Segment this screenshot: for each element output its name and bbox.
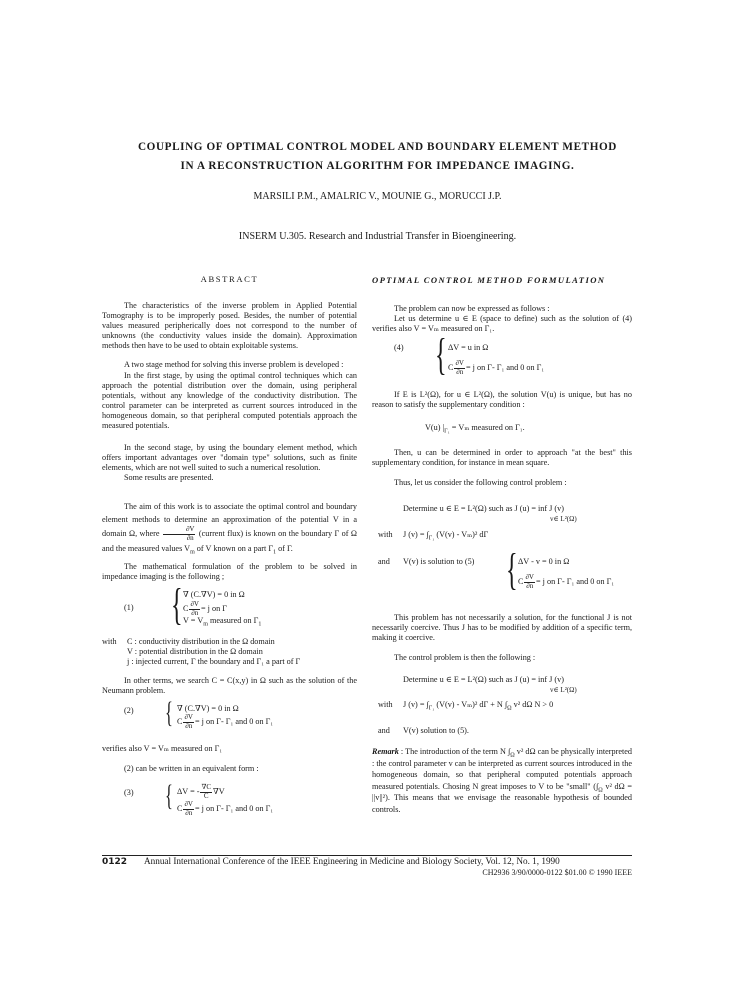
definition-j: j : injected current, Γ the boundary and Γ₁ a part of Γ	[127, 657, 301, 666]
modified-functional-definition: J $(v) = \int_{\Gamma_1}$ (V(v) - Vₘ)² dΓ + N $\int_\Omega$ v² dΩ N > 0	[403, 700, 554, 712]
equation-1-label: (1)	[124, 603, 134, 612]
determine-2-subscript: v∈ L²(Ω)	[550, 686, 577, 694]
abstract-paragraph-3: In the first stage, by using the optimal control techniques which can approach the potential distribution over the domain, using peripheral potentials, without any knowledge of the conductivity distribution. The control parameter can be interpreted as current sources introduced in the homogeneous domain, so that peripheral computed potentials approach the measured potentials.	[102, 370, 357, 431]
equation-1-line-3: $V = V_m$ measured on $\Gamma_1$	[183, 616, 262, 628]
equation-1-line-1: ∇ (C.∇V) = 0 in Ω	[183, 590, 245, 599]
equation-brace: {	[435, 330, 447, 379]
verifies-line: verifies also V = Vₘ measured on Γ₁	[102, 744, 223, 753]
approach-paragraph: Then, u can be determined in order to approach "at the best" this supplementary condition, for instance in mean square.	[372, 448, 632, 468]
and-label-2: and	[378, 726, 390, 735]
equation-2-line-2: C $\frac{\partial V}{\partial n}$ = j on Γ- Γ₁ and 0 on Γ₁	[177, 713, 274, 730]
equation-brace: {	[171, 580, 183, 629]
solution-to-5: V(v) is solution to (5)	[403, 557, 475, 566]
with-label-2: with	[378, 700, 393, 709]
formulation-intro: The problem can now be expressed as follows : Let us determine u ∈ E (space to define) such as the solution of (4) verifies also V = Vₘ measured on Γ₁.	[372, 304, 632, 334]
affiliation: INSERM U.305. Research and Industrial Transfer in Bioengineering.	[238, 231, 517, 242]
equation-1-line-2: C $\frac{\partial V}{\partial n}$ = j on Γ	[183, 600, 227, 617]
equation-4-line-2: C $\frac{\partial V}{\partial n}$ = j on Γ- Γ₁ and 0 on Γ₁	[448, 359, 545, 376]
remark-label: Remark	[372, 747, 399, 756]
equation-4-line-1: ΔV = u in Ω	[448, 343, 489, 352]
equation-2-line-1: ∇ (C.∇V) = 0 in Ω	[177, 704, 239, 713]
equation-brace: {	[506, 545, 518, 594]
equation-3-line-2: C $\frac{\partial V}{\partial n}$ = j on Γ- Γ₁ and 0 on Γ₁	[177, 800, 274, 817]
remark-paragraph: Remark : The introduction of the term N $\int_\Omega$ v² dΩ can be physically interpreted : the control parameter v can be interpreted as current sources introduced in the homogeneous domain, so that peripheral computed potentials approach measured potentials. Chosing N great imposes to V to be "small" ($\int_\Omega$ v² dΩ = ||v||²). This means that we envisage the reasonable hypothesis of bounded controls.	[372, 747, 632, 814]
modified-control-intro: The control problem is then the following :	[394, 653, 536, 662]
equation-brace: {	[165, 696, 173, 729]
paper-title-line-1: COUPLING OF OPTIMAL CONTROL MODEL AND BOUNDARY ELEMENT METHOD	[138, 141, 617, 153]
control-problem-intro: Thus, let us consider the following control problem :	[394, 478, 567, 487]
with-label: with	[102, 637, 117, 646]
equation-5-line-1: ΔV - v = 0 in Ω	[518, 557, 570, 566]
intro-paragraph-2: The mathematical formulation of the problem to be solved in impedance imaging is the following ;	[102, 562, 357, 582]
abstract-heading: ABSTRACT	[200, 274, 259, 284]
section-heading-optimal-control: OPTIMAL CONTROL METHOD FORMULATION	[372, 275, 606, 285]
equation-3-label: (3)	[124, 788, 134, 797]
equation-3-line-1: ΔV = - $\frac{\nabla C}{C}$ ∇V	[177, 783, 225, 800]
other-terms-paragraph: In other terms, we search C = C(x,y) in Ω such as the solution of the Neumann problem.	[102, 676, 357, 696]
definition-v: V : potential distribution in the Ω domain	[127, 647, 263, 656]
equation-2-label: (2)	[124, 706, 134, 715]
supplementary-condition: V(u) $|_{\Gamma_1} = V_m$ measured on Γ₁.	[425, 423, 525, 435]
equation-5-line-2: C $\frac{\partial V}{\partial n}$ = j on Γ- Γ₁ and 0 on Γ₁	[518, 573, 615, 590]
abstract-paragraph-1: The characteristics of the inverse problem in Applied Potential Tomography is to be improperly posed. Besides, the number of potential values measured peripherically does not correspond to the number of unknowns (the conductivity values inside the domain). Approximation methods then have to be used to obtain exploitable systems.	[102, 301, 357, 351]
abstract-body	[102, 301, 357, 484]
definition-c: C : conductivity distribution in the Ω domain	[127, 637, 275, 646]
abstract-paragraph-4: In the second stage, by using the boundary element method, which offers important advantages over "domain type" solutions, such as finite elements, which are not well suited to such a numerical resolution.	[102, 443, 357, 473]
copyright-code: CH2936 3/90/0000-0122 $01.00 © 1990 IEEE	[482, 868, 632, 877]
partial-derivative: $\frac{\partial V}{\partial n}$	[163, 526, 196, 542]
abstract-paragraph-2: A two stage method for solving this inverse problem is developed :	[124, 360, 344, 370]
conference-citation: Annual International Conference of the IEEE Engineering in Medicine and Biology Society, Vol. 12, No. 1, 1990	[144, 856, 560, 866]
solution-to-5-again: V(v) solution to (5).	[403, 726, 469, 735]
page-number: 0122	[102, 857, 128, 867]
equation-4-label: (4)	[394, 343, 404, 352]
determine-statement-2: Determine u ∈ E = L²(Ω) such as J (u) = inf J (v)	[403, 675, 564, 684]
determine-statement-1: Determine u ∈ E = L²(Ω) such as J (u) = inf J (v)	[403, 504, 564, 513]
equivalent-form-line: (2) can be written in an equivalent form :	[124, 764, 259, 773]
and-label-1: and	[378, 557, 390, 566]
paper-title-line-2: IN A RECONSTRUCTION ALGORITHM FOR IMPEDANCE IMAGING.	[180, 160, 575, 172]
coercive-paragraph: This problem has not necessarily a solution, for the functional J is not necessarily coercive. Thus J has to be modified by addition of a specific term, making it coercive.	[372, 613, 632, 643]
authors: MARSILI P.M., AMALRIC V., MOUNIE G., MORUCCI J.P.	[253, 191, 502, 202]
equation-brace: {	[165, 779, 173, 812]
intro-paragraph-1: The aim of this work is to associate the optimal control and boundary element methods to determine an approximation of the potential V in a domain Ω, where $\frac{\partial V}{\partial n}$ (current flux) is known on the boundary Γ of Ω and the measured values $V_m$ of V known on a part $\Gamma_1$ of Γ.	[102, 502, 357, 556]
uniqueness-paragraph: If E is L²(Ω), for u ∈ L²(Ω), the solution V(u) is unique, but has no reason to satisfy the supplementary condition :	[372, 390, 632, 410]
functional-j-definition: J $(v) = \int_{\Gamma_1}$ (V(v) - Vₘ)² dΓ	[403, 530, 489, 542]
with-label-1: with	[378, 530, 393, 539]
abstract-paragraph-5: Some results are presented.	[124, 473, 214, 483]
determine-1-subscript: v∈ L²(Ω)	[550, 515, 577, 523]
